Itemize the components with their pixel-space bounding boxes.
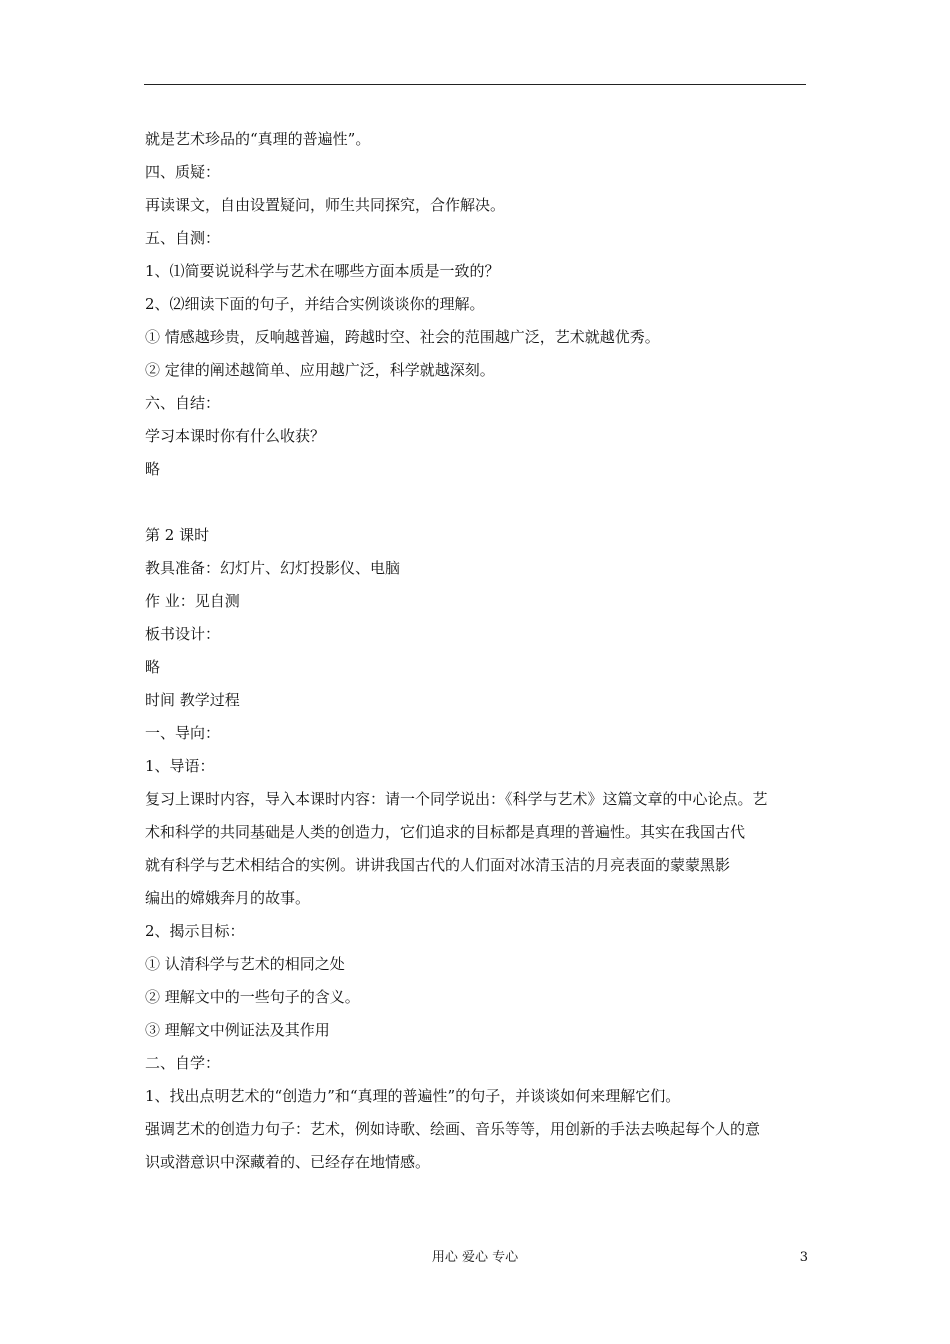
text-line: 略 — [145, 658, 161, 676]
page-number: 3 — [799, 1250, 808, 1265]
text-line: 再读课文，自由设置疑问，师生共同探究，合作解决。 — [145, 196, 506, 214]
lesson-title: 第 2 课时 — [145, 526, 210, 544]
document-body — [145, 123, 809, 1179]
text-line: 2、⑵细读下面的句子，并结合实例谈谈你的理解。 — [145, 295, 485, 313]
text-line: ② 理解文中的一些句子的含义。 — [145, 988, 360, 1006]
blank-line — [145, 486, 809, 519]
text-line: 略 — [145, 460, 161, 478]
footer-motto: 用心 爱心 专心 — [431, 1250, 519, 1265]
paragraph-line: 识或潜意识中深藏着的、已经存在地情感。 — [145, 1153, 431, 1171]
section-heading: 二、自学： — [145, 1054, 221, 1072]
header-rule — [144, 84, 806, 85]
text-line: 板书设计： — [145, 625, 221, 643]
text-line: ② 定律的阐述越简单、应用越广泛，科学就越深刻。 — [145, 361, 495, 379]
text-line: ① 认清科学与艺术的相同之处 — [145, 955, 345, 973]
text-line: 时间 教学过程 — [145, 691, 240, 709]
paragraph-line: 复习上课时内容，导入本课时内容：请一个同学说出：《科学与艺术》这篇文章的中心论点。艺 — [145, 790, 768, 808]
section-heading: 四、质疑： — [145, 163, 221, 181]
section-heading: 一、导向： — [145, 724, 221, 742]
section-heading: 六、自结： — [145, 394, 221, 412]
paragraph-line: 强调艺术的创造力句子：艺术，例如诗歌、绘画、音乐等等，用创新的手法去唤起每个人的意 — [145, 1120, 761, 1138]
text-line: 就是艺术珍品的“真理的普遍性”。 — [145, 130, 371, 148]
text-line: 学习本课时你有什么收获？ — [145, 427, 326, 445]
text-line: 作 业：见自测 — [145, 592, 240, 610]
text-line: ③ 理解文中例证法及其作用 — [145, 1021, 330, 1039]
paragraph-line: 术和科学的共同基础是人类的创造力，它们追求的目标都是真理的普遍性。其实在我国古代 — [145, 823, 746, 841]
text-line: ① 情感越珍贵，反响越普遍，跨越时空、社会的范围越广泛，艺术就越优秀。 — [145, 328, 660, 346]
paragraph-line: 就有科学与艺术相结合的实例。讲讲我国古代的人们面对冰清玉洁的月亮表面的蒙蒙黑影 — [145, 856, 731, 874]
section-heading: 五、自测： — [145, 229, 221, 247]
text-line: 1、导语： — [145, 757, 215, 775]
text-line: 2、揭示目标： — [145, 922, 245, 940]
text-line: 1、⑴简要说说科学与艺术在哪些方面本质是一致的？ — [145, 262, 500, 280]
paragraph-line: 编出的嫦娥奔月的故事。 — [145, 889, 311, 907]
text-line: 1、找出点明艺术的“创造力”和“真理的普遍性”的句子，并谈谈如何来理解它们。 — [145, 1087, 681, 1105]
text-line: 教具准备：幻灯片、幻灯投影仪、电脑 — [145, 559, 401, 577]
